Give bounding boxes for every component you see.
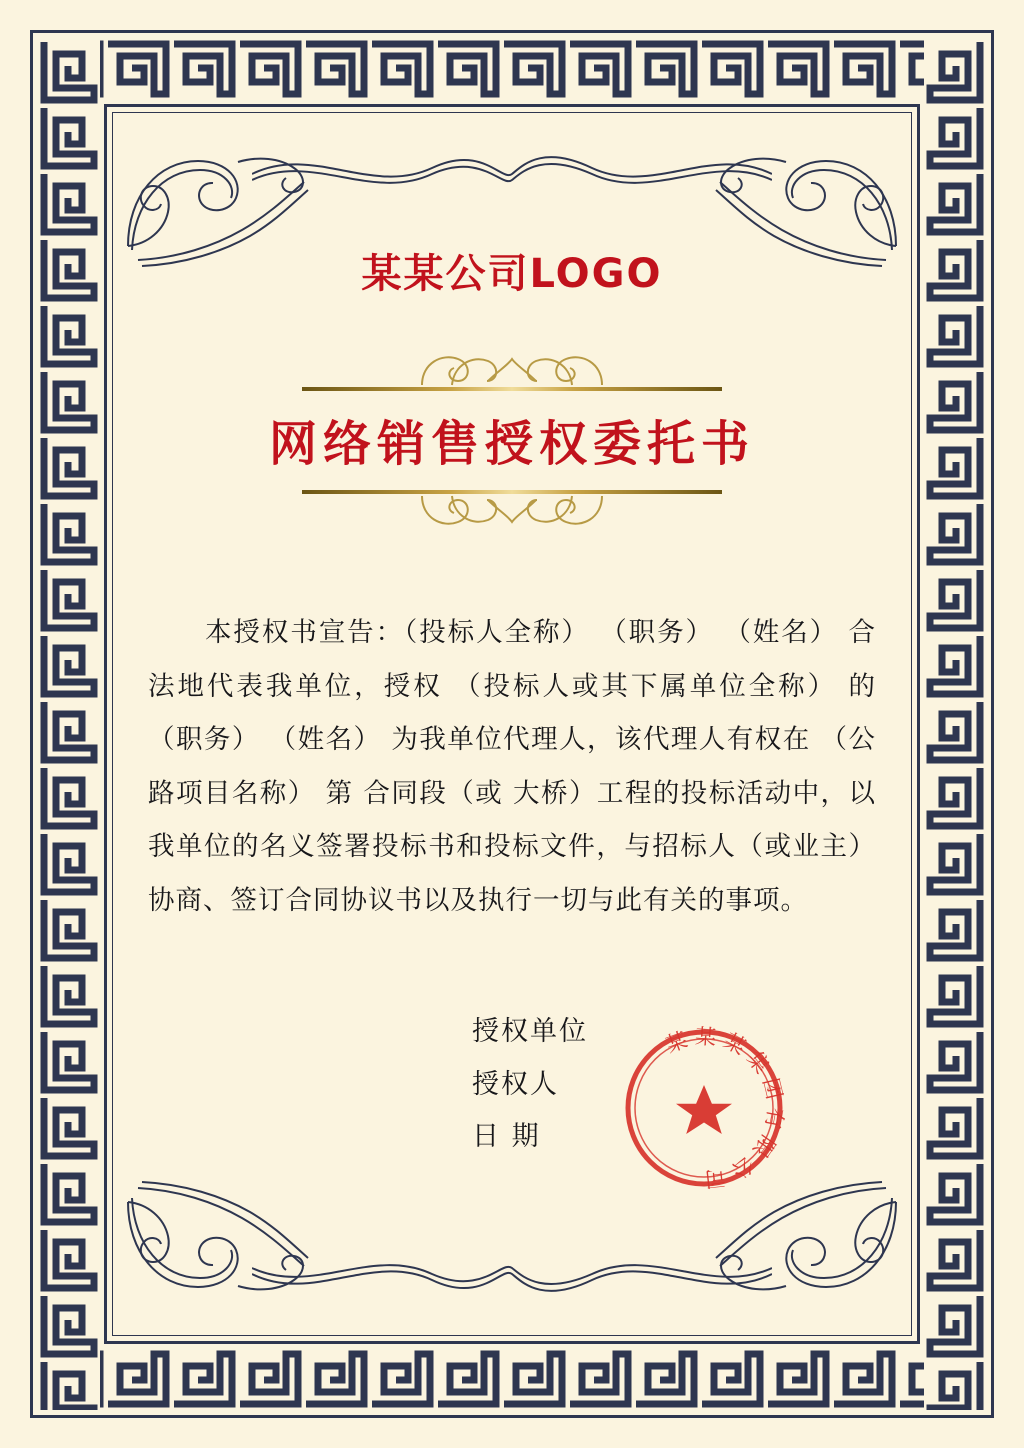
greek-key-border-right [924,38,986,1410]
company-logo-text: 某某公司LOGO [361,251,663,297]
gold-rule-top [302,387,722,391]
title-block [140,341,884,540]
authorization-body [140,606,884,927]
scroll-ornament-upper [302,341,722,387]
greek-key-border-bottom [38,1348,986,1410]
greek-key-border-top [38,38,986,100]
svg-text:某某某集团有限公司: 某某某集团有限公司 [662,1024,789,1192]
document-title: 网络销售授权委托书 [268,416,755,472]
document-content [140,200,884,1248]
greek-key-border-left [38,38,100,1410]
scroll-ornament-lower [302,494,722,540]
authorization-body-text: 本授权书宣告：（投标人全称） （职务） （姓名） 合法地代表我单位，授权 （投标人或其下属单位全称） 的（职务） （姓名） 为我单位代理人，该代理人有权在 （公路项目名称） 第 合同段（或 大桥）工程的投标活动中，以我单位的名义签署投标书和投标文件，与招标人（或业主）协商、签订合同协议书以及执行一切与此有关的事项。 [148,617,876,916]
flourish-bottom-center [252,1244,772,1314]
signature-block [472,1006,872,1164]
signature-person-label: 授权人 [472,1068,559,1100]
signature-unit-label: 授权单位 [472,1016,588,1048]
flourish-top-center [252,134,772,204]
signature-date-label: 日 期 [472,1121,541,1153]
